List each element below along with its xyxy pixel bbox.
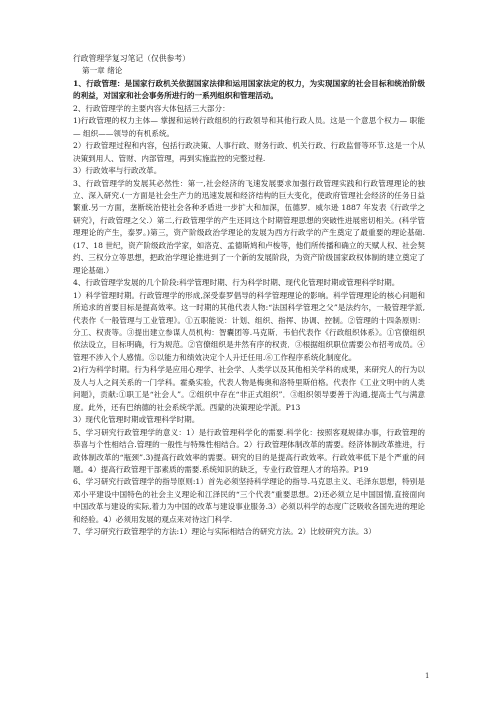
paragraph: 6、学习研究行政管理学的指导原则:1）首先必须坚持科学理论的指导.马克思主义、毛泽东思想，特别是邓小平建设中国特色的社会主义理论和江泽民的“三个代表”重要思想。2)还必须立足中国国情,直接面向中国改革与建设的实际,着力为中国的改革与建设事业服务.3）必须以科学的态度广泛吸收各国先进的理论和经验。4）必须用发展的观点来对待这门科学. <box>73 477 425 524</box>
paragraph: 4、行政管理学发展的几个阶段:科学管理时期、行为科学时期、现代化管理时期或管理科学时期。 <box>73 278 400 288</box>
paragraph: 2)行为科学时期。行为科学是应用心理学、社会学、人类学以及其他相关学科的成果，来研究人的行为以及人与人之间关系的一门学科。霍桑实验，代表人物是梅奥和洛特里斯伯格。代表作《工业文明中的人类问题》，贡献:①职工是“社会人”。②组织中存在“非正式组织”．③组织领导要善于沟通,提高士气与满意度。此外，还有巴纳德的社会系统学派。西蒙的决策理论学派。P13 <box>73 365 425 412</box>
paragraph: 1)行政管理的权力主体— 掌握和运转行政组织的行政领导和其他行政人员。这是一个意思个权力— 职能— 组织——领导的有机系统。 <box>73 116 425 138</box>
chapter-heading: 第一章 绪论 <box>82 66 123 76</box>
paragraph: 3）行政效率与行政改革。 <box>73 166 162 176</box>
paragraph: 1）科学管理时期。行政管理学的形成,深受泰罗倡导的科学管理理论的影响。科学管理理论的核心问题和所追求的首要目标是提高效率。这一时期的其他代表人物:“法国科学管理之父”是法约尔，一般管理学派,代表作《一般管理与工业管理》。①五职能说：计划、组织、指挥、协调、控制。②管理的十四条原则：分工、权责等。③提出建立参谋人员机构：智囊团等.马克斯．韦伯代表作《行政组织体系》。①官僚组织依法设立，目标明确，行为规范。②官僚组织是井然有序的权责．③根据组织职位需要公布招考成员。④管理不涉入个人感情。⑤以能力和绩效决定个人升迁任用.⑥工作程序系统化制度化。 <box>73 290 425 362</box>
paragraph: 3、行政管理学的发展其必然性：第一,社会经济的飞速发展要求加强行政管理实践和行政管理理论的独立、深入研究.(一方面是社会生产力的迅速发展和经济结构的巨大变化，使政府管理社会经济的任务日益繁重.另一方面，垄断统治使社会各种矛盾进一步扩大和加深，伍德罗．威尔逊 1887 年发表《行政学之研究》，行政管理之父.）第二,行政管理学的产生还同这个时期管理思想的突破性进展密切相关。(科学管理理论的产生，泰罗。)第三，资产阶级政治学理论的发展为西方行政学的产生奠定了最重要的理论基础.(17、18 世纪，资产阶级政治学家，如洛克、孟德斯鸠和卢梭等，他们所传播和确立的天赋人权、社会契约、三权分立等思想，把政治学理论推进到了一个新的发展阶段，为资产阶级国家政权体制的建立奠定了理论基础.） <box>73 178 425 275</box>
paragraph: 5、学习研究行政管理学的意义：1）是行政管理科学化的需要.科学化：按照客观规律办事，行政管理的恭喜与个性相结合.管理的一般性与特殊性相结合。2）行政管理体制改革的需要。经济体制改革推进，行政体制改革的“瓶颈”.3)提高行政效率的需要。研究的目的是提高行政效率。行政效率低下是个严重的问题。4）提高行政管理干部素质的需要.系统知识的缺乏，专业行政管理人才的培养。P19 <box>73 427 425 474</box>
document-body <box>73 53 425 539</box>
paragraph: 2）行政管理过程和内容，包括行政决策、人事行政、财务行政、机关行政、行政监督等环节.这是一个从决策到用人、管财、内部管理，再到实施监控的完整过程. <box>73 141 425 163</box>
paragraph: 2、行政管理学的主要内容大体包括三大部分： <box>73 103 230 113</box>
paragraph: 3）现代化管理时期或管理科学时期。 <box>73 415 200 425</box>
document-title: 行政管理学复习笔记（仅供参考） <box>73 54 190 63</box>
paragraph: 1、行政管理：是国家行政机关依据国家法律和运用国家法定的权力，为实现国家的社会目标和统治阶级的利益，对国家和社会事务所进行的一系列组织和管理活动。 <box>73 78 425 101</box>
paragraph: 7、学习研究行政管理学的方法:1）理论与实际相结合的研究方法。2）比较研究方法。3） <box>73 527 376 537</box>
page-number: 1 <box>425 672 430 680</box>
